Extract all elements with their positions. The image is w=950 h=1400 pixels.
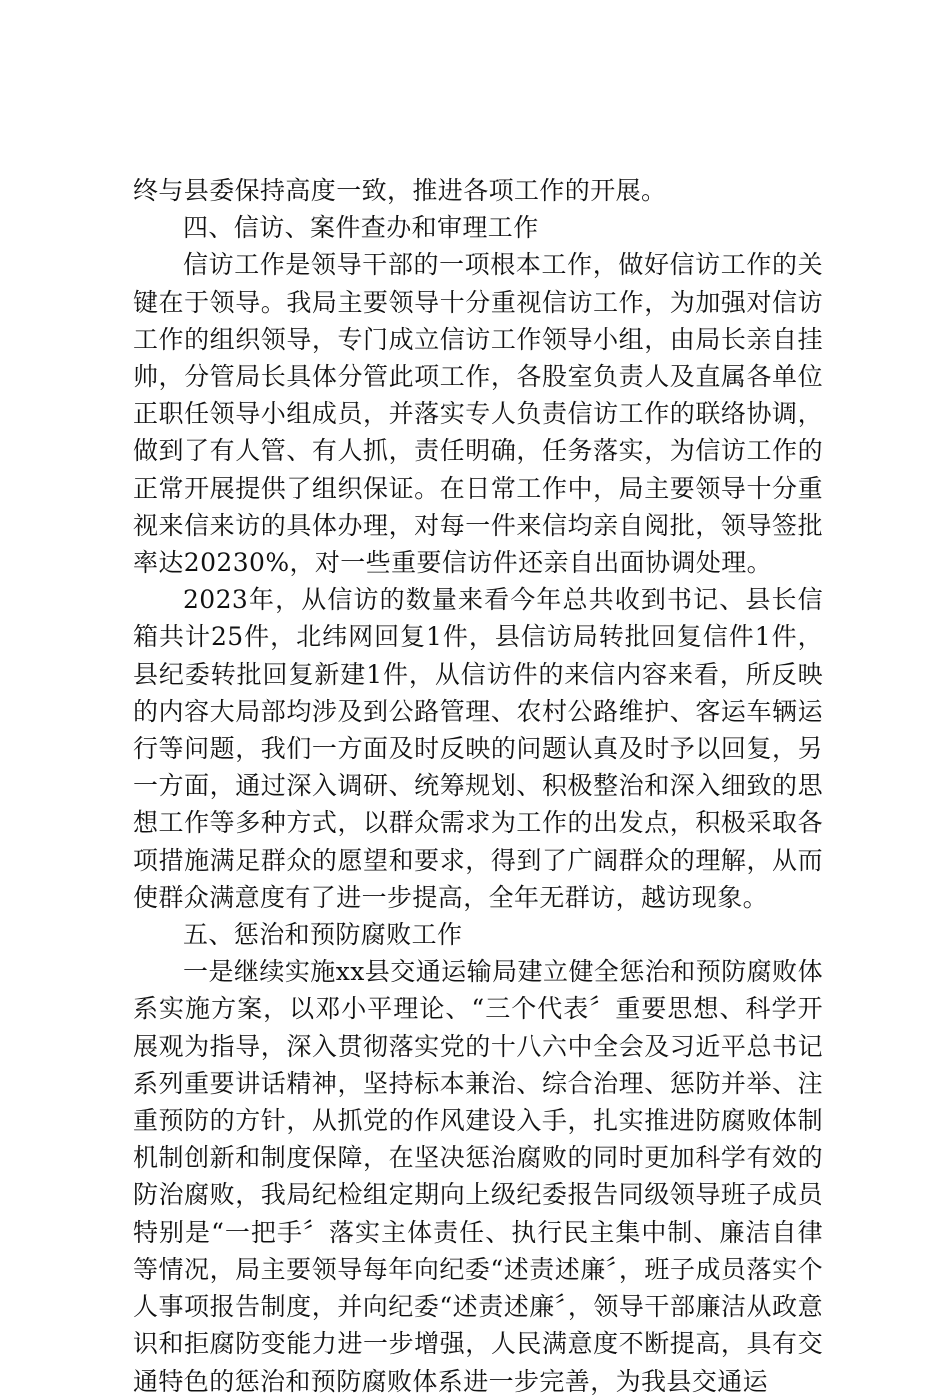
section-heading-petitions: 四、信访、案件查办和审理工作 <box>183 213 539 243</box>
section-heading-anticorruption: 五、惩治和预防腐败工作 <box>183 920 463 950</box>
paragraph-petition-statistics: 2023年，从信访的数量来看今年总共收到书记、县长信箱共计25件，北纬网回复1件，县信访局转批回复信件1件，县纪委转批回复新建1件，从信访件的来信内容来看，所反映的内容大局部均涉及到公路管理、农村公路维护、客运车辆运行等问题，我们一方面及时反映的问题认真及时予以回复，另一方面，通过深入调研、统筹规划、积极整治和深入细致的思想工作等多种方式，以群众需求为工作的出发点，积极采取各项措施满足群众的愿望和要求，得到了广阔群众的理解，从而使群众满意度有了进一步提高，全年无群访，越访现象。 <box>133 585 823 912</box>
paragraph-continuation: 终与县委保持高度一致，推进各项工作的开展。 <box>133 176 667 205</box>
paragraph-anticorruption: 一是继续实施xx县交通运输局建立健全惩治和预防腐败体系实施方案，以邓小平理论、“三个代表〞重要思想、科学开展观为指导，深入贯彻落实党的十八六中全会及习近平总书记系列重要讲话精神，坚持标本兼治、综合治理、惩防并举、注重预防的方针，从抓党的作风建设入手，扎实推进防腐败体制机制创新和制度保障，在坚决惩治腐败的同时更加科学有效的防治腐败，我局纪检组定期向上级纪委报告同级领导班子成员特别是“一把手〞落实主体责任、执行民主集中制、廉洁自律等情况，局主要领导每年向纪委“述责述廉〞，班子成员落实个人事项报告制度，并向纪委“述责述廉〞，领导干部廉洁从政意识和拒腐防变能力进一步增强，人民满意度不断提高，具有交通特色的惩治和预防腐败体系进一步完善，为我县交通运 <box>133 957 823 1396</box>
paragraph-petition-work: 信访工作是领导干部的一项根本工作，做好信访工作的关键在于领导。我局主要领导十分重视信访工作，为加强对信访工作的组织领导，专门成立信访工作领导小组，由局长亲自挂帅，分管局长具体分管此项工作，各股室负责人及直属各单位正职任领导小组成员，并落实专人负责信访工作的联络协调，做到了有人管、有人抓，责任明确，任务落实，为信访工作的正常开展提供了组织保证。在日常工作中，局主要领导十分重视来信来访的具体办理，对每一件来信均亲自阅批，领导签批率达20230%，对一些重要信访件还亲自出面协调处理。 <box>133 250 823 578</box>
document-body <box>133 172 823 1400</box>
